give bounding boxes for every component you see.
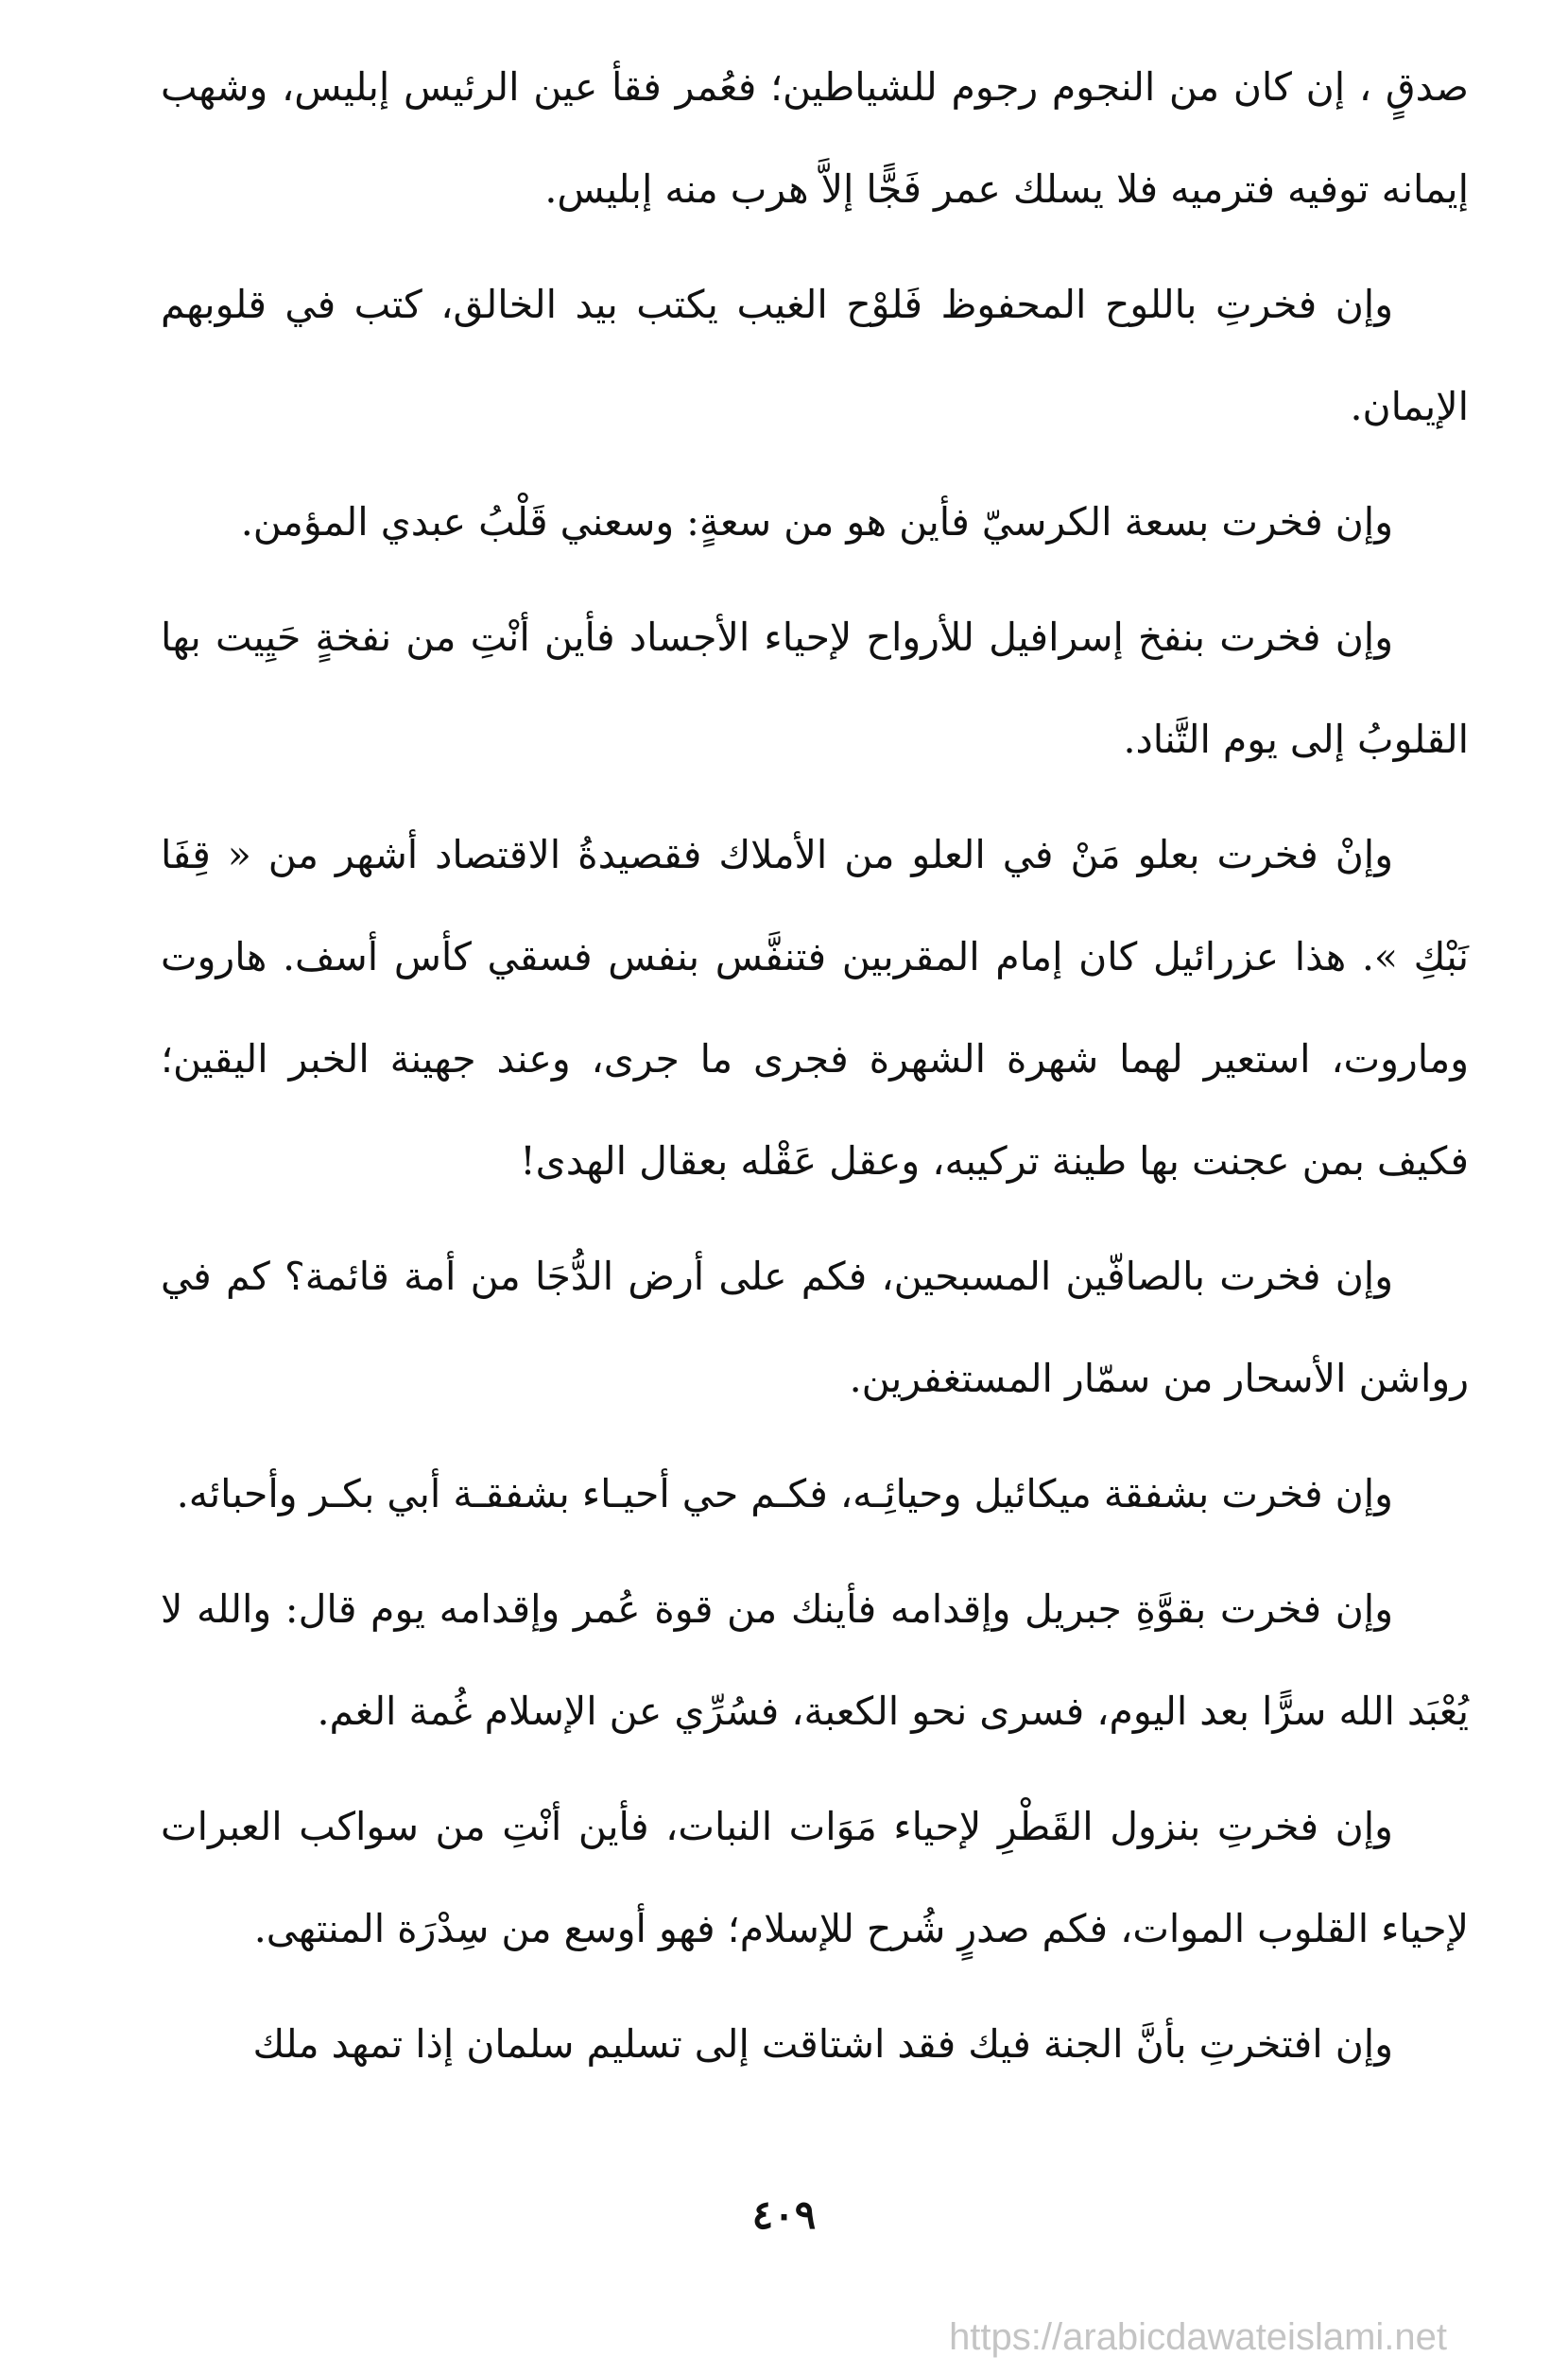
paragraph-1: صدقٍ ، إن كان من النجوم رجوم للشياطين؛ فعُمر فقأ عين الرئيس إبليس، وشهب إيمانه توفيه فترميه فلا يسلك عمر فَجًّا إلاَّ هرب منه إبليس. — [161, 64, 1469, 212]
paragraph-4: وإن فخرت بنفخ إسرافيل للأرواح لإحياء الأجساد فأين أنْتِ من نفخةٍ حَيِيت بها القلوبُ إلى يوم التَّناد. — [161, 615, 1469, 762]
paragraph-5: وإنْ فخرت بعلو مَنْ في العلو من الأملاك فقصيدةُ الاقتصاد أشهر من « قِفَا نَبْكِ ». هذا عزرائيل كان إمام المقربين فتنفَّس بنفس فسقي كأس أسف. هاروت وماروت، استعير لهما شهرة الشهرة فجرى ما جرى، وعند جهينة الخبر اليقين؛ فكيف بمن عجنت بها طينة تركيبه، وعقل عَقْله بعقال الهدى! — [161, 832, 1469, 1184]
body-text — [161, 36, 1469, 2108]
paragraph-6: وإن فخرت بالصافّين المسبحين، فكم على أرض الدُّجَا من أمة قائمة؟ كم في رواشن الأسحار من سمّار المستغفرين. — [161, 1254, 1469, 1401]
watermark-url: https://arabicdawateislami.net — [949, 2316, 1447, 2358]
paragraph-2: وإن فخرتِ باللوح المحفوظ فَلوْح الغيب يكتب بيد الخالق، كتب في قلوبهم الإيمان. — [161, 282, 1469, 429]
paragraph-10: وإن افتخرتِ بأنَّ الجنة فيك فقد اشتاقت إلى تسليم سلمان إذا تمهد ملك — [252, 2021, 1393, 2067]
paragraph-7: وإن فخرت بشفقة ميكائيل وحيائِـه، فكـم حي أحيـاء بشفقـة أبي بكـر وأحبائه. — [176, 1471, 1393, 1516]
page-number: ٤٠٩ — [751, 2191, 817, 2238]
paragraph-8: وإن فخرت بقوَّةِ جبريل وإقدامه فأينك من قوة عُمر وإقدامه يوم قال: والله لا يُعْبَد الله سرًّا بعد اليوم، فسرى نحو الكعبة، فسُرِّي عن الإسلام غُمة الغم. — [161, 1586, 1469, 1734]
paragraph-3: وإن فخرت بسعة الكرسيّ فأين هو من سعةٍ: وسعني قَلْبُ عبدي المؤمن. — [240, 499, 1393, 545]
paragraph-9: وإن فخرتِ بنزول القَطْرِ لإحياء مَوَات النبات، فأين أنْتِ من سواكب العبرات لإحياء القلوب الموات، فكم صدرٍ شُرح للإسلام؛ فهو أوسع من سِدْرَة المنتهى. — [161, 1804, 1469, 1951]
